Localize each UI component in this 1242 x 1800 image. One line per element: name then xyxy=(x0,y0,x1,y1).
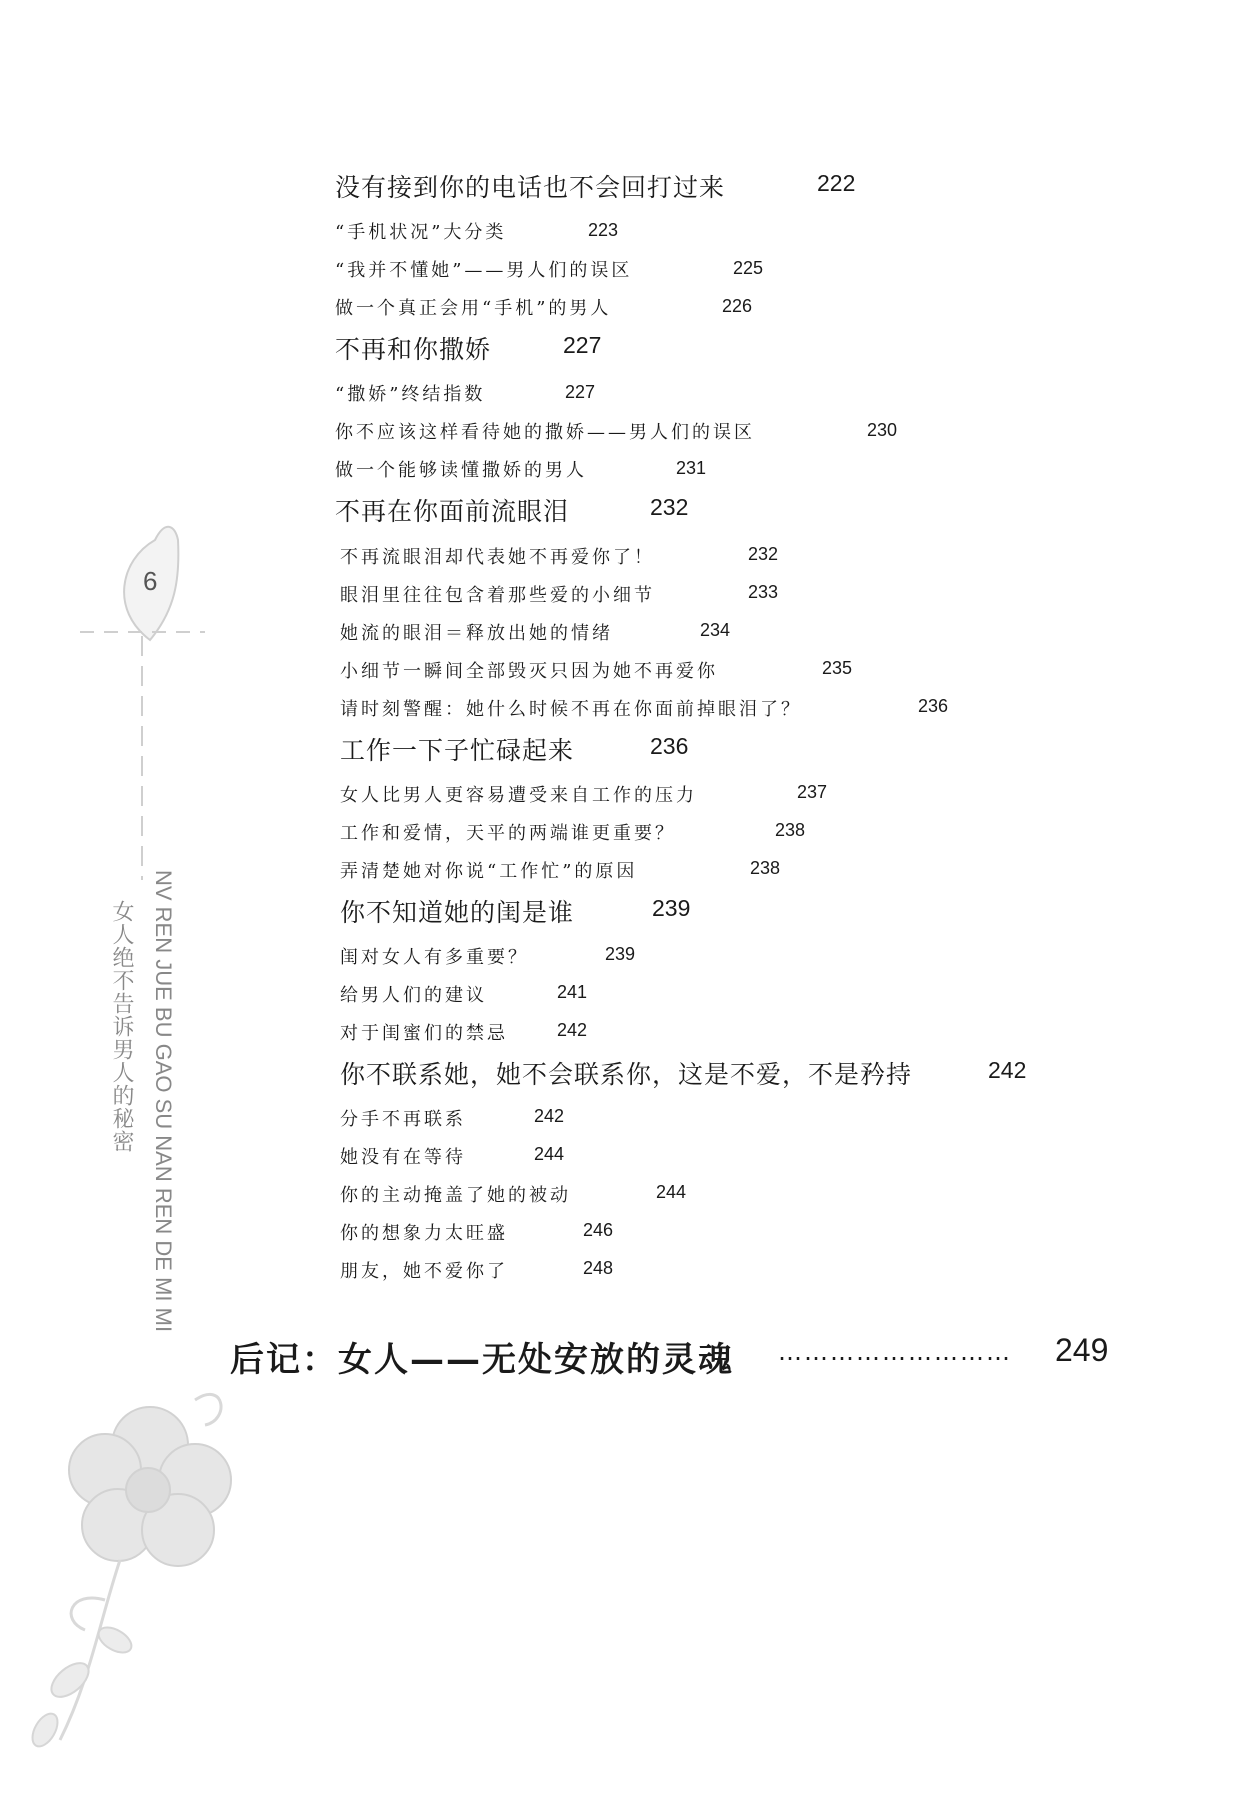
toc-chapter-page: 227 xyxy=(563,332,602,358)
toc-item-page: 223 xyxy=(588,220,619,240)
toc-item-title: 弄清楚她对你说“工作忙”的原因 xyxy=(340,861,638,882)
toc-item-page: 234 xyxy=(700,620,731,640)
toc-item-title: 朋友，她不爱你了 xyxy=(340,1261,508,1282)
toc-item-page: 238 xyxy=(750,858,781,878)
toc-item-title: 眼泪里往往包含着那些爱的小细节 xyxy=(340,585,655,606)
toc-item-page: 241 xyxy=(557,982,588,1002)
toc-item-page: 244 xyxy=(656,1182,687,1202)
toc-item-page: 239 xyxy=(605,944,636,964)
toc-item-page: 238 xyxy=(775,820,806,840)
toc-item-title: 你不应该这样看待她的撒娇——男人们的误区 xyxy=(335,422,755,443)
toc-item-title: 不再流眼泪却代表她不再爱你了！ xyxy=(340,547,655,568)
toc-item-title: “我并不懂她”——男人们的误区 xyxy=(335,260,633,281)
toc-item-page: 242 xyxy=(557,1020,588,1040)
toc-item-page: 246 xyxy=(583,1220,614,1240)
toc-item-title: 做一个真正会用“手机”的男人 xyxy=(335,298,612,319)
toc-chapter-page: 236 xyxy=(650,733,689,759)
toc-chapter-title: 你不知道她的闺是谁 xyxy=(340,898,575,927)
toc-item-title: 女人比男人更容易遭受来自工作的压力 xyxy=(340,785,697,806)
toc-item-page: 226 xyxy=(722,296,753,316)
toc-chapter-title: 你不联系她，她不会联系你，这是不爱，不是矜持 xyxy=(340,1060,913,1089)
toc-item-title: 你的主动掩盖了她的被动 xyxy=(340,1185,571,1206)
toc-item-page: 231 xyxy=(676,458,707,478)
toc-item-title: 她没有在等待 xyxy=(340,1147,466,1168)
toc-item-page: 244 xyxy=(534,1144,565,1164)
toc-epilogue-leader-dots: ……………………… xyxy=(778,1338,1012,1366)
toc-chapter-page: 239 xyxy=(652,895,691,921)
toc-item-title: 对于闺蜜们的禁忌 xyxy=(340,1023,508,1044)
toc-item-page: 242 xyxy=(534,1106,565,1126)
toc-item-title: 工作和爱情，天平的两端谁更重要？ xyxy=(340,823,676,844)
toc-item-page: 232 xyxy=(748,544,779,564)
toc-chapter-title: 没有接到你的电话也不会回打过来 xyxy=(335,173,726,202)
toc-item-page: 235 xyxy=(822,658,853,678)
toc-item-title: 闺对女人有多重要？ xyxy=(340,947,529,968)
toc-item-title: 她流的眼泪＝释放出她的情绪 xyxy=(340,623,613,644)
toc-item-page: 227 xyxy=(565,382,596,402)
toc-chapter-title: 不再和你撒娇 xyxy=(335,335,492,364)
book-title-pinyin-vertical: NV REN JUE BU GAO SU NAN REN DE MI MI xyxy=(151,870,176,1333)
toc-item-page: 230 xyxy=(867,420,898,440)
toc-epilogue-title: 后记：女人——无处安放的灵魂 xyxy=(230,1340,734,1380)
toc-chapter-page: 232 xyxy=(650,494,689,520)
toc-item-page: 248 xyxy=(583,1258,614,1278)
page-number: 6 xyxy=(143,566,158,596)
toc-item-page: 236 xyxy=(918,696,949,716)
toc-item-title: 请时刻警醒：她什么时候不再在你面前掉眼泪了？ xyxy=(340,699,802,720)
toc-item-title: 你的想象力太旺盛 xyxy=(340,1223,508,1244)
toc-item-title: “手机状况”大分类 xyxy=(335,222,507,243)
toc-item-title: “撒娇”终结指数 xyxy=(335,384,486,405)
toc-epilogue-page: 249 xyxy=(1055,1332,1109,1368)
toc-chapter-page: 242 xyxy=(988,1057,1027,1083)
toc-chapter-title: 工作一下子忙碌起来 xyxy=(340,736,575,765)
toc-item-title: 分手不再联系 xyxy=(340,1109,466,1130)
toc-item-title: 给男人们的建议 xyxy=(340,985,487,1006)
toc-item-title: 做一个能够读懂撒娇的男人 xyxy=(335,460,587,481)
toc-item-page: 237 xyxy=(797,782,828,802)
book-title-vertical: 女人绝不告诉男人的秘密 xyxy=(109,900,134,1153)
toc-item-title: 小细节一瞬间全部毁灭只因为她不再爱你 xyxy=(340,661,718,682)
toc-item-page: 233 xyxy=(748,582,779,602)
toc-chapter-page: 222 xyxy=(817,170,856,196)
toc-chapter-title: 不再在你面前流眼泪 xyxy=(335,497,570,526)
toc-item-page: 225 xyxy=(733,258,764,278)
